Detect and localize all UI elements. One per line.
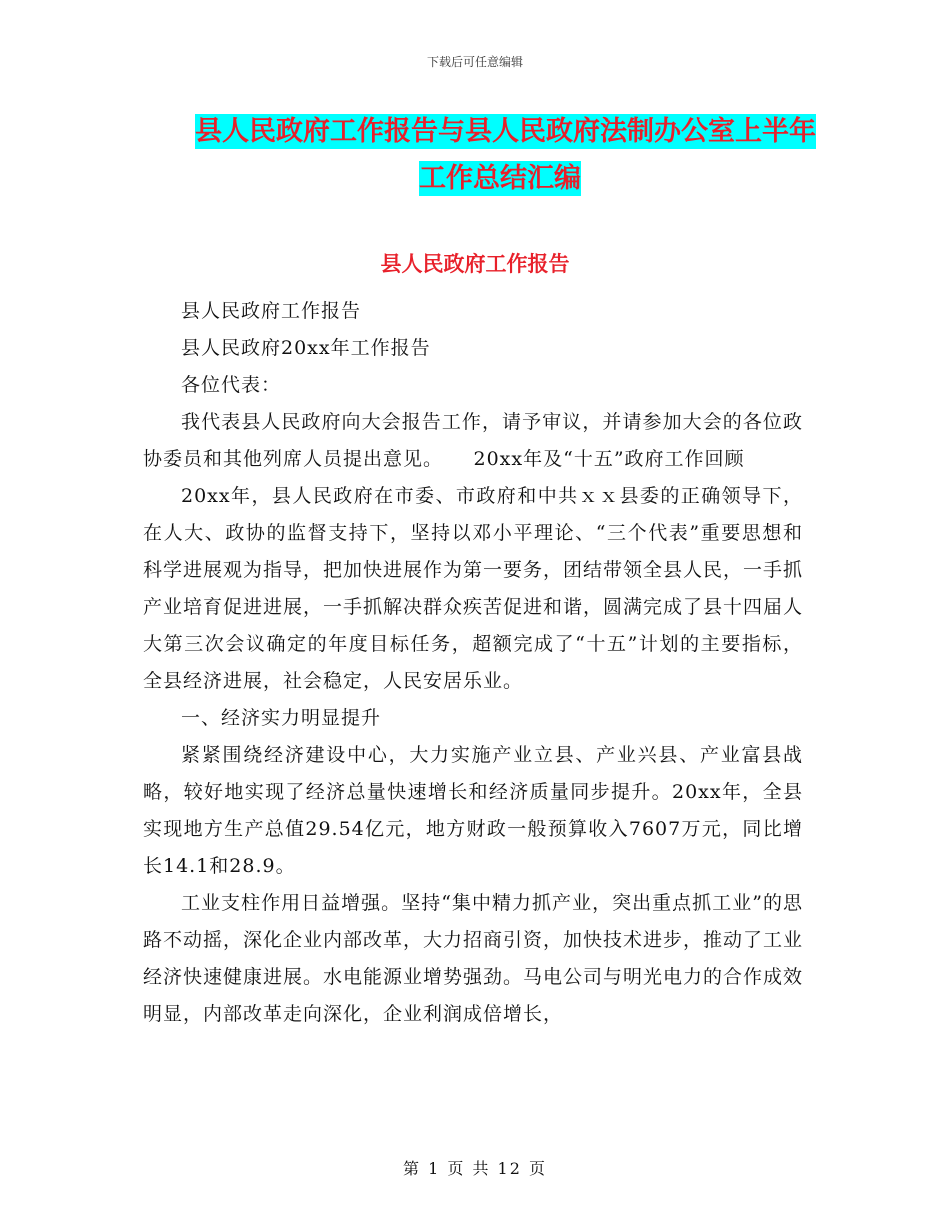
title-line-1-text: 县人民政府工作报告与县人民政府法制办公室上半年	[195, 116, 816, 147]
page-footer: 第 1 页 共 12 页	[403, 1159, 547, 1178]
paragraph: 20xx年，县人民政府在市委、市政府和中共ｘｘ县委的正确领导下，在人大、政协的监督支持下，坚持以邓小平理论、“三个代表”重要思想和科学进展观为指导，把加快进展作为第一要务，团结带领全县人民，一手抓产业培育促进进展，一手抓解决群众疾苦促进和谐，圆满完成了县十四届人大第三次会议确定的年度目标任务，超额完成了“十五”计划的主要指标，全县经济进展，社会稳定，人民安居乐业。	[143, 485, 804, 692]
paragraph: 一、经济实力明显提升	[181, 707, 382, 729]
paragraph: 我代表县人民政府向大会报告工作，请予审议，并请参加大会的各位政协委员和其他列席人员提出意见。 20xx年及“十五”政府工作回顾	[143, 411, 803, 470]
title-line-1	[195, 108, 816, 155]
paragraph: 县人民政府工作报告	[181, 300, 362, 322]
title-line-2	[195, 155, 805, 202]
header-note: 下载后可任意编辑	[426, 55, 523, 69]
paragraph: 各位代表：	[181, 374, 282, 396]
paragraph: 县人民政府20xx年工作报告	[181, 337, 431, 359]
title-line-2-text: 工作总结汇编	[419, 163, 581, 194]
paragraph: 紧紧围绕经济建设中心，大力实施产业立县、产业兴县、产业富县战略，较好地实现了经济总量快速增长和经济质量同步提升。20xx年，全县实现地方生产总值29.54亿元，地方财政一般预算收入7607万元，同比增长14.1和28.9。	[143, 744, 803, 877]
section-title: 县人民政府工作报告	[380, 252, 570, 276]
document-title	[195, 108, 816, 202]
paragraph: 工业支柱作用日益增强。坚持“集中精力抓产业，突出重点抓工业”的思路不动摇，深化企业内部改革，大力招商引资，加快技术进步，推动了工业经济快速健康进展。水电能源业增势强劲。马电公司与明光电力的合作成效明显，内部改革走向深化，企业利润成倍增长，	[143, 892, 804, 1025]
document-body	[143, 293, 803, 1033]
